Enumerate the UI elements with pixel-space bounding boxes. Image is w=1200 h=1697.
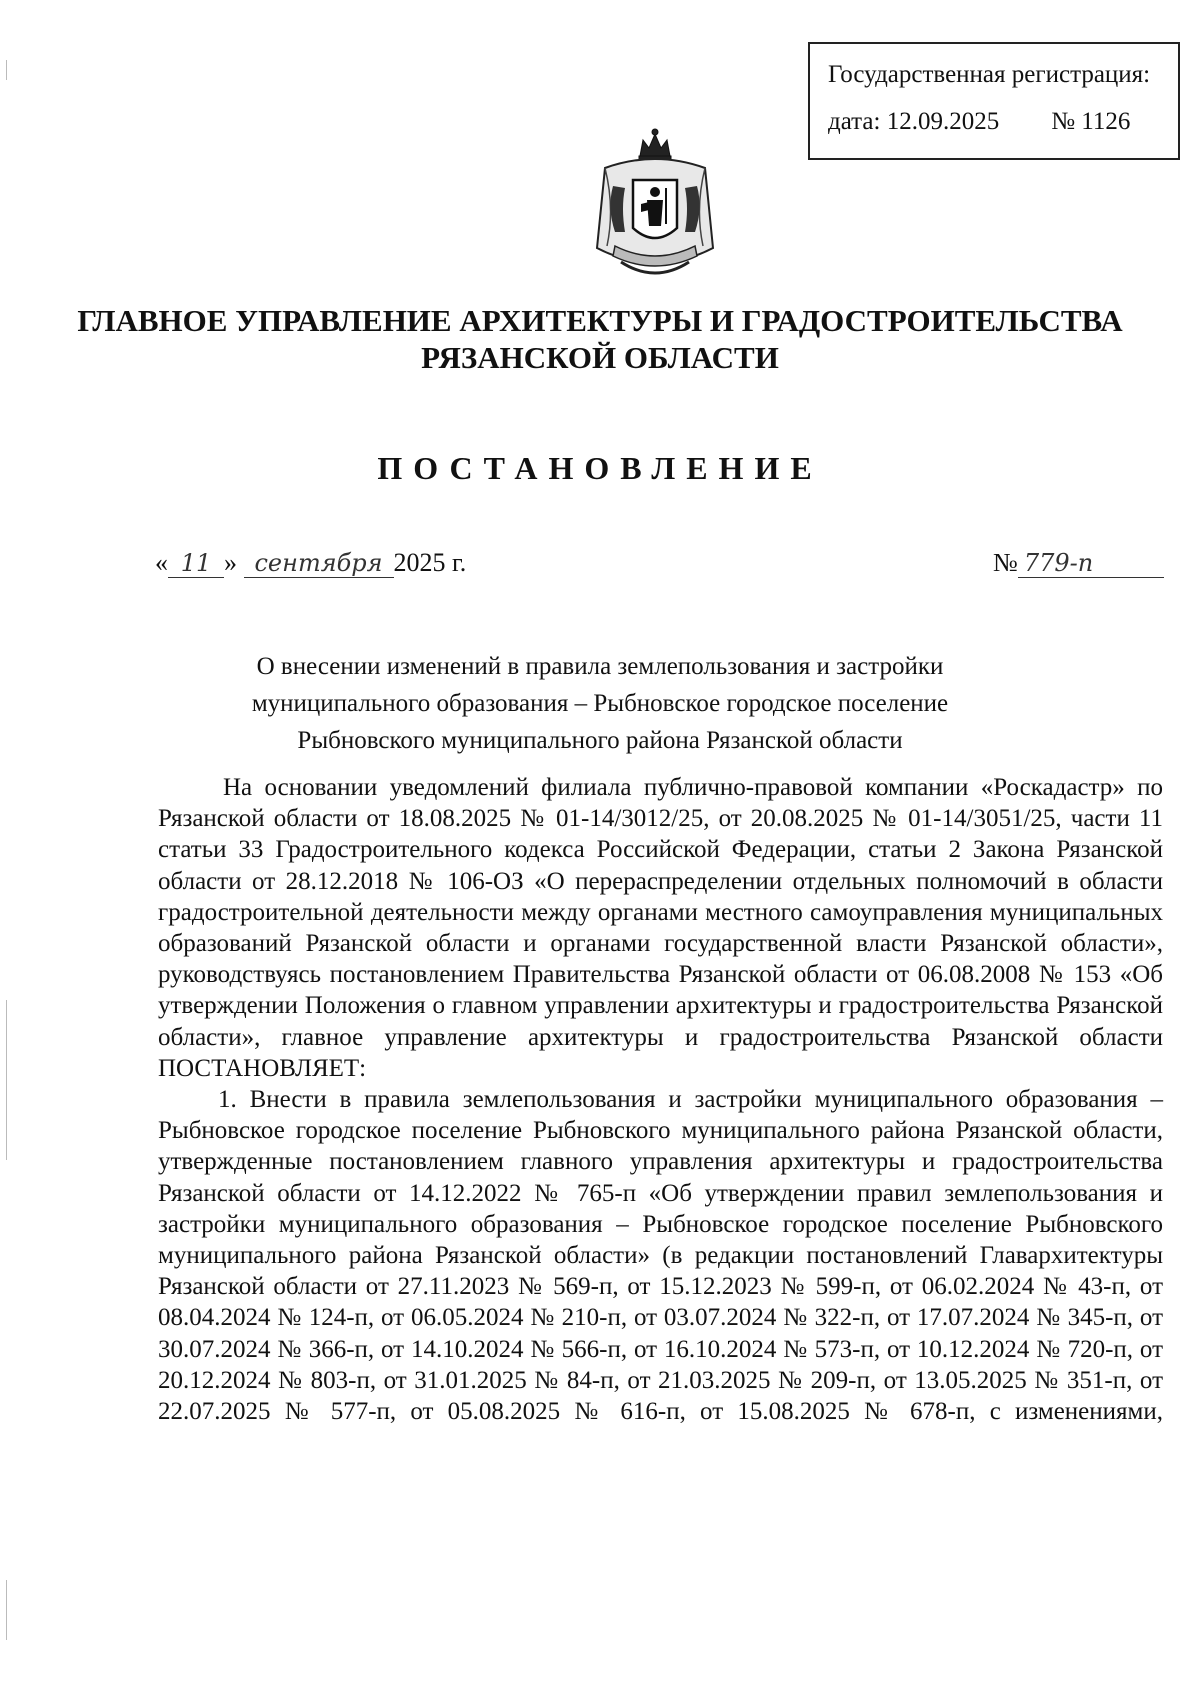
number-value: 779-п xyxy=(1018,549,1164,578)
registration-stamp xyxy=(808,42,1180,160)
subject-line2: муниципального образования – Рыбновское городское поселение xyxy=(251,690,949,717)
date-month: сентября xyxy=(244,549,394,578)
document-number xyxy=(993,548,1164,578)
document-date xyxy=(155,548,466,578)
document-body xyxy=(158,772,1163,1427)
scan-margin-mark xyxy=(6,1000,7,1160)
registration-details xyxy=(828,109,1178,134)
organization-name-line2: РЯЗАНСКОЙ ОБЛАСТИ xyxy=(421,340,779,375)
date-close-quote: » xyxy=(224,548,237,577)
date-year: 2025 г. xyxy=(393,548,467,577)
scan-margin-mark xyxy=(6,60,7,80)
subject-line1: О внесении изменений в правила землепользования и застройки xyxy=(256,653,944,680)
coat-of-arms-icon xyxy=(585,128,725,288)
subject-line3: Рыбновского муниципального района Рязанской области xyxy=(297,727,903,754)
registration-title: Государственная регистрация: xyxy=(828,61,1151,88)
scan-margin-mark xyxy=(6,1580,7,1640)
registration-date: дата: 12.09.2025 xyxy=(828,108,1000,135)
number-prefix: № xyxy=(993,548,1018,577)
document-subject xyxy=(0,648,1200,759)
organization-name-line1: ГЛАВНОЕ УПРАВЛЕНИЕ АРХИТЕКТУРЫ И ГРАДОСТРОИТЕЛЬСТВА xyxy=(77,303,1123,338)
item-1-paragraph: 1. Внести в правила землепользования и застройки муниципального образования – Рыбновское городское поселение Рыбновского муниципального района Рязанской области, утвержденные постановлением главного управления архитектуры и градостроительства Рязанской области от 14.12.2022 № 765-п «Об утверждении правил землепользования и застройки муниципального образования – Рыбновское городское поселение Рыбновского муниципального района Рязанской области» (в редакции постановлений Главархитектуры Рязанской области от 27.11.2023 № 569-п, от 15.12.2023 № 599-п, от 06.02.2024 № 43-п, от 08.04.2024 № 124-п, от 06.05.2024 № 210-п, от 03.07.2024 № 322-п, от 17.07.2024 № 345-п, от 30.07.2024 № 366-п, от 14.10.2024 № 566-п, от 16.10.2024 № 573-п, от 10.12.2024 № 720-п, от 20.12.2024 № 803-п, от 31.01.2025 № 84-п, от 21.03.2025 № 209-п, от 13.05.2025 № 351-п, от 22.07.2025 № 577-п, от 05.08.2025 № 616-п, от 15.08.2025 № 678-п, с изменениями, xyxy=(158,1086,1163,1426)
registration-number: № 1126 xyxy=(1051,108,1131,135)
date-day: 11 xyxy=(168,549,224,578)
document-type-heading: ПОСТАНОВЛЕНИЕ xyxy=(377,450,823,486)
date-open-quote: « xyxy=(155,548,168,577)
preamble-paragraph: На основании уведомлений филиала публично-правовой компании «Роскадастр» по Рязанской области от 18.08.2025 № 01-14/3012/25, от 20.08.2025 № 01-14/3051/25, части 11 статьи 33 Градостроительного кодекса Российской Федерации, статьи 2 Закона Рязанской области от 28.12.2018 № 106-ОЗ «О перераспределении отдельных полномочий в области градостроительной деятельности между органами местного самоуправления муниципальных образований Рязанской области и органами государственной власти Рязанской области», руководствуясь постановлением Правительства Рязанской области от 06.08.2008 № 153 «Об утверждении Положения о главном управлении архитектуры и градостроительства Рязанской области», главное управление архитектуры и градостроительства Рязанской области ПОСТАНОВЛЯЕТ: xyxy=(158,774,1163,1082)
